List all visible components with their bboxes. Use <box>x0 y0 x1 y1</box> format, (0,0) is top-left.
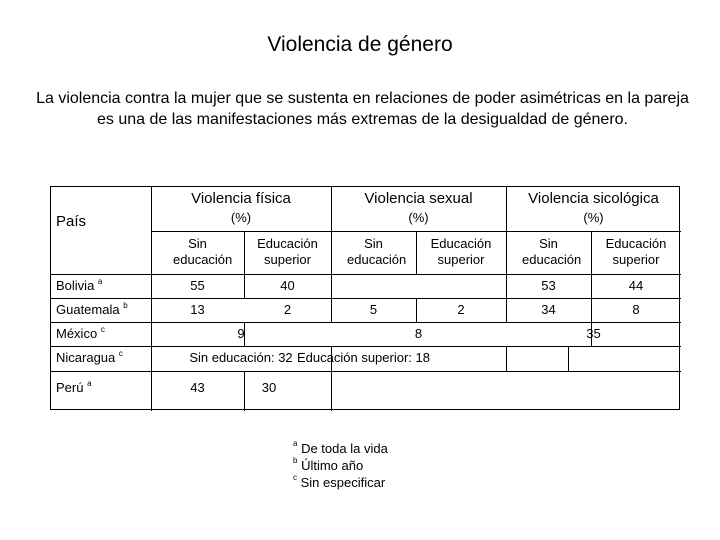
intro-paragraph: La violencia contra la mujer que se sustenta en relaciones de poder asimétricas en la pareja es una de las manifestaciones más extremas de la desigualdad de género. <box>36 90 689 128</box>
country-name: Perú <box>56 380 84 395</box>
country-cell <box>56 278 102 294</box>
footnote-mark: c <box>293 473 297 482</box>
subheader-higher-education: Educación superior <box>257 236 318 267</box>
footnote <box>293 457 388 474</box>
value-cell: 9 <box>237 326 245 341</box>
value-cell: 8 <box>414 326 423 341</box>
value-cell: Sin educación: 32 <box>189 350 293 365</box>
footnote-text: De toda la vida <box>301 441 388 456</box>
value-cell: 13 <box>190 302 205 317</box>
country-name: Guatemala <box>56 302 120 317</box>
country-cell <box>56 302 128 318</box>
table-rule <box>51 346 681 347</box>
group-unit-physical: (%) <box>230 210 252 225</box>
subheader-no-education: Sin educación <box>347 236 407 267</box>
page-title: Violencia de género <box>267 33 453 56</box>
footnote <box>293 440 388 457</box>
value-cell: 5 <box>369 302 378 317</box>
value-cell: 30 <box>261 380 277 395</box>
group-header-sexual: Violencia sexual <box>364 190 473 207</box>
value-cell: 2 <box>283 302 292 317</box>
value-cell: 44 <box>628 278 644 293</box>
footnote-mark: a <box>97 277 103 286</box>
value-cell: 34 <box>541 302 556 317</box>
subheader-no-education: Sin educación <box>173 236 233 267</box>
footnote-text: Último año <box>301 458 364 473</box>
footnote-mark: b <box>123 301 128 310</box>
country-name: Nicaragua <box>56 350 116 365</box>
footnote <box>293 474 388 491</box>
table-rule <box>506 346 507 371</box>
footnote-mark: c <box>118 349 123 358</box>
footnote-mark: a <box>293 439 298 448</box>
table-rule <box>568 346 569 371</box>
data-table <box>50 186 680 410</box>
group-header-psychological: Violencia sicológica <box>528 190 659 207</box>
country-cell <box>56 380 92 396</box>
group-unit-sexual: (%) <box>408 210 429 225</box>
value-cell: Educación superior: 18 <box>297 350 430 365</box>
footnote-mark: a <box>87 379 92 388</box>
table-rule <box>51 322 681 323</box>
value-cell: 2 <box>457 302 465 317</box>
value-cell: 35 <box>586 326 601 341</box>
country-name: Bolivia <box>56 278 95 293</box>
footnotes <box>293 440 388 491</box>
table-rule <box>51 274 681 275</box>
footnote-mark: c <box>100 325 105 334</box>
subheader-higher-education: Educación superior <box>605 236 667 267</box>
footnote-mark: b <box>293 456 298 465</box>
value-cell: 8 <box>632 302 640 317</box>
group-unit-psychological: (%) <box>583 210 604 225</box>
value-cell: 43 <box>190 380 205 395</box>
country-cell <box>56 350 123 366</box>
value-cell: 55 <box>190 278 205 293</box>
country-name: México <box>56 326 98 341</box>
value-cell: 53 <box>541 278 556 293</box>
country-cell <box>56 326 105 342</box>
country-header: País <box>56 213 87 230</box>
group-header-physical: Violencia física <box>191 190 291 207</box>
table-rule <box>51 298 681 299</box>
subheader-higher-education: Educación superior <box>430 236 492 267</box>
table-rule <box>51 371 681 372</box>
value-cell: 40 <box>280 278 295 293</box>
footnote-text: Sin especificar <box>300 475 386 490</box>
subheader-no-education: Sin educación <box>522 236 582 267</box>
